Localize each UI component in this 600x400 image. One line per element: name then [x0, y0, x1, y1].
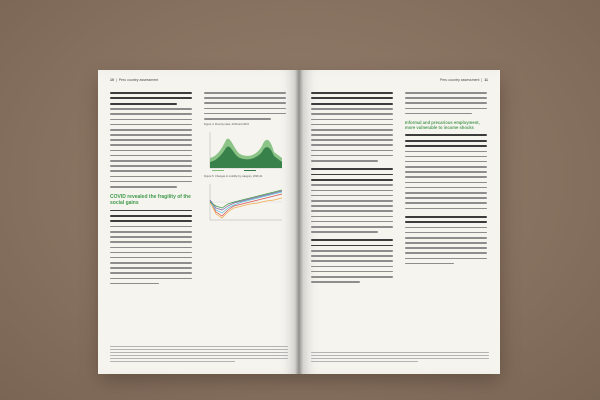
figure-1-caption: Figure 4. Poverty rates, 2019 and 2021 [204, 122, 249, 126]
figure-2-caption: Figure 5. Changes in mobility by category, 2020-21 [204, 174, 263, 178]
body-text-block-2 [110, 210, 192, 285]
section-heading: COVID revealed the fragility of the social gains [110, 193, 191, 206]
body-text-block [311, 92, 393, 283]
left-footnotes [110, 346, 288, 364]
body-text-block-3 [204, 92, 286, 120]
right-page-column-2 [405, 92, 487, 264]
right-running-title: Peru country assessment [439, 78, 480, 82]
left-page [98, 70, 299, 374]
right-page-column-1 [311, 92, 393, 283]
right-running-head: Peru country assessment | 11 [439, 78, 488, 82]
body-text-block-2 [405, 92, 487, 114]
body-text-block [110, 92, 192, 188]
book-gutter [295, 70, 303, 374]
left-running-title: Peru country assessment [118, 78, 159, 82]
left-page-column-1 [110, 92, 192, 284]
left-page-number: 10 [110, 78, 114, 82]
right-page [299, 70, 500, 374]
body-text-block-3 [405, 134, 487, 264]
figure-2-line-chart [204, 180, 286, 224]
right-page-number: 11 [484, 78, 488, 82]
figure-1-area-chart [204, 128, 286, 172]
left-page-column-2 [204, 92, 286, 224]
left-running-head: 10 | Peru country assessment [110, 78, 159, 82]
right-footnotes [311, 352, 489, 364]
open-book-spread [98, 70, 500, 374]
section-heading: Informal and precarious employment, more vulnerable to income shocks [405, 120, 480, 131]
